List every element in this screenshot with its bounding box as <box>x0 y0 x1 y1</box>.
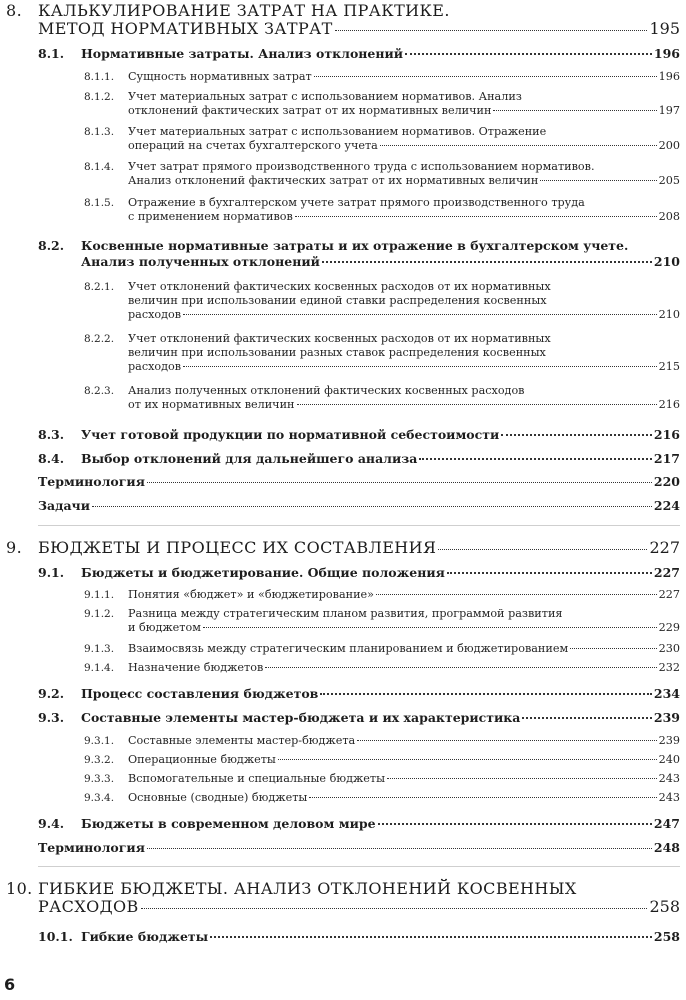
subsection-title-line2: операций на счетах бухгалтерского учета <box>128 139 378 152</box>
dot-leader <box>147 848 652 849</box>
dot-leader <box>314 76 657 77</box>
section-number: 8.4. <box>38 451 65 466</box>
subsection-title-line1: Анализ полученных отклонений фактических косвенных расходов <box>128 384 525 397</box>
chapter-10-heading <box>0 880 680 920</box>
chapter-divider <box>38 866 680 867</box>
subsection-page: 210 <box>658 308 680 321</box>
dot-leader <box>493 110 656 111</box>
section-number: 9.3. <box>38 710 65 725</box>
chapter-title: БЮДЖЕТЫ И ПРОЦЕСС ИХ СОСТАВЛЕНИЯ <box>38 538 437 557</box>
dot-leader <box>335 30 648 31</box>
section-number: 10.1. <box>38 929 73 944</box>
subsection-page: 215 <box>658 360 680 373</box>
subsection-title-line1: Отражение в бухгалтерском учете затрат прямого производственного труда <box>128 196 585 209</box>
dot-leader <box>447 572 652 574</box>
subsection-title-line2: от их нормативных величин <box>128 398 295 411</box>
subsection-number: 9.1.1. <box>84 589 115 601</box>
section-page: 247 <box>653 816 680 831</box>
subsection-number: 9.1.2. <box>84 608 115 620</box>
terminology-page: 220 <box>653 474 680 489</box>
section-title: Составные элементы мастер-бюджета и их характеристика <box>81 710 521 725</box>
subsection-page: 230 <box>658 642 680 655</box>
section-title-line1: Косвенные нормативные затраты и их отражение в бухгалтерском учете. <box>81 238 629 253</box>
subsection-title: Понятия «бюджет» и «бюджетирование» <box>128 588 374 601</box>
subsection-number: 8.1.3. <box>84 126 115 138</box>
dot-leader <box>147 482 652 483</box>
section-title: Гибкие бюджеты <box>81 929 209 944</box>
subsection-number: 9.3.3. <box>84 773 115 785</box>
tasks-page: 224 <box>653 498 680 513</box>
tasks-row <box>38 498 680 514</box>
subsection-title: Составные элементы мастер-бюджета <box>128 734 356 747</box>
dot-leader <box>320 693 652 695</box>
terminology-title: Терминология <box>38 840 145 855</box>
dot-leader <box>438 549 647 550</box>
subsection-number: 8.1.2. <box>84 91 115 103</box>
section-title: Бюджеты и бюджетирование. Общие положения <box>81 565 445 580</box>
section-title: Бюджеты в современном деловом мире <box>81 816 376 831</box>
subsection-number: 9.1.4. <box>84 662 115 674</box>
subsection-page: 232 <box>658 661 680 674</box>
dot-leader <box>295 216 657 217</box>
subsection-page: 243 <box>658 791 680 804</box>
dot-leader <box>378 823 652 825</box>
subsection-title-line2: величин при использовании единой ставки распределения косвенных <box>128 294 547 307</box>
chapter-title-line2: РАСХОДОВ <box>38 897 139 916</box>
subsection-title: Сущность нормативных затрат <box>128 70 312 83</box>
subsection-title-line1: Учет материальных затрат с использованием нормативов. Анализ <box>128 90 522 103</box>
chapter-number: 8. <box>6 1 23 20</box>
dot-leader <box>387 778 657 779</box>
chapter-8-heading <box>0 2 680 42</box>
subsection-title-line1: Разница между стратегическим планом развития, программой развития <box>128 607 563 620</box>
section-page: 196 <box>653 46 680 61</box>
subsection-title: Операционные бюджеты <box>128 753 276 766</box>
subsection-title-line1: Учет материальных затрат с использованием нормативов. Отражение <box>128 125 547 138</box>
subsection-number: 8.1.1. <box>84 71 115 83</box>
section-number: 9.2. <box>38 686 65 701</box>
chapter-title-line1: КАЛЬКУЛИРОВАНИЕ ЗАТРАТ НА ПРАКТИКЕ. <box>38 1 450 20</box>
chapter-page: 195 <box>649 19 680 38</box>
subsection-title: Назначение бюджетов <box>128 661 264 674</box>
dot-leader <box>92 506 652 507</box>
subsection-page: 200 <box>658 139 680 152</box>
section-page: 227 <box>653 565 680 580</box>
chapter-number: 10. <box>6 879 33 898</box>
section-number: 9.4. <box>38 816 65 831</box>
subsection-number: 9.3.4. <box>84 792 115 804</box>
chapter-9-heading <box>0 539 680 559</box>
section-title: Процесс составления бюджетов <box>81 686 319 701</box>
terminology-title: Терминология <box>38 474 145 489</box>
subsection-number: 9.3.1. <box>84 735 115 747</box>
terminology-row <box>38 474 680 490</box>
chapter-page: 258 <box>649 897 680 916</box>
subsection-page: 205 <box>658 174 680 187</box>
terminology-row <box>38 840 680 856</box>
subsection-number: 8.2.3. <box>84 385 115 397</box>
terminology-page: 248 <box>653 840 680 855</box>
section-title-line2: Анализ полученных отклонений <box>81 254 320 269</box>
dot-leader <box>380 145 657 146</box>
subsection-title: Основные (сводные) бюджеты <box>128 791 308 804</box>
subsection-title-line2: и бюджетом <box>128 621 201 634</box>
dot-leader <box>405 53 652 55</box>
section-title: Учет готовой продукции по нормативной себестоимости <box>81 427 500 442</box>
dot-leader <box>183 366 657 367</box>
subsection-page: 229 <box>658 621 680 634</box>
subsection-title-line1: Учет затрат прямого производственного труда с использованием нормативов. <box>128 160 595 173</box>
subsection-page: 240 <box>658 753 680 766</box>
subsection-title: Вспомогательные и специальные бюджеты <box>128 772 385 785</box>
section-number: 9.1. <box>38 565 65 580</box>
subsection-title-line1: Учет отклонений фактических косвенных расходов от их нормативных <box>128 332 551 345</box>
subsection-number: 8.1.4. <box>84 161 115 173</box>
tasks-title: Задачи <box>38 498 90 513</box>
dot-leader <box>540 180 656 181</box>
subsection-page: 243 <box>658 772 680 785</box>
dot-leader <box>183 314 657 315</box>
subsection-page: 227 <box>658 588 680 601</box>
subsection-title-line2: отклонений фактических затрат от их нормативных величин <box>128 104 492 117</box>
dot-leader <box>309 797 656 798</box>
subsection-number: 8.2.1. <box>84 281 115 293</box>
subsection-number: 9.1.3. <box>84 643 115 655</box>
dot-leader <box>570 648 656 649</box>
dot-leader <box>322 261 652 263</box>
section-title: Выбор отклонений для дальнейшего анализа <box>81 451 418 466</box>
subsection-number: 8.2.2. <box>84 333 115 345</box>
subsection-title-line3: расходов <box>128 360 182 373</box>
section-number: 8.1. <box>38 46 65 61</box>
dot-leader <box>419 458 652 460</box>
section-page: 217 <box>653 451 680 466</box>
dot-leader <box>501 434 652 436</box>
subsection-title-line2: с применением нормативов <box>128 210 293 223</box>
subsection-number: 8.1.5. <box>84 197 115 209</box>
page-number: 6 <box>4 975 16 994</box>
section-page: 234 <box>653 686 680 701</box>
subsection-page: 239 <box>658 734 680 747</box>
dot-leader <box>265 667 656 668</box>
section-page: 239 <box>653 710 680 725</box>
section-number: 8.3. <box>38 427 65 442</box>
chapter-number: 9. <box>6 538 23 557</box>
section-page: 210 <box>653 254 680 269</box>
subsection-page: 196 <box>658 70 680 83</box>
dot-leader <box>522 717 651 719</box>
subsection-page: 208 <box>658 210 680 223</box>
chapter-divider <box>38 525 680 526</box>
subsection-title-line2: величин при использовании разных ставок распределения косвенных <box>128 346 546 359</box>
dot-leader <box>357 740 656 741</box>
dot-leader <box>203 627 657 628</box>
chapter-page: 227 <box>649 538 680 557</box>
chapter-title-line1: ГИБКИЕ БЮДЖЕТЫ. АНАЛИЗ ОТКЛОНЕНИЙ КОСВЕННЫХ <box>38 879 577 898</box>
subsection-title-line1: Учет отклонений фактических косвенных расходов от их нормативных <box>128 280 551 293</box>
dot-leader <box>297 404 657 405</box>
subsection-page: 216 <box>658 398 680 411</box>
subsection-page: 197 <box>658 104 680 117</box>
section-page: 216 <box>653 427 680 442</box>
dot-leader <box>210 936 652 938</box>
subsection-number: 9.3.2. <box>84 754 115 766</box>
dot-leader <box>278 759 657 760</box>
subsection-title-line2: Анализ отклонений фактических затрат от их нормативных величин <box>128 174 539 187</box>
subsection-title-line3: расходов <box>128 308 182 321</box>
dot-leader <box>141 908 648 909</box>
chapter-title-line2: МЕТОД НОРМАТИВНЫХ ЗАТРАТ <box>38 19 333 38</box>
section-title: Нормативные затраты. Анализ отклонений <box>81 46 404 61</box>
section-number: 8.2. <box>38 238 65 253</box>
subsection-title: Взаимосвязь между стратегическим планированием и бюджетированием <box>128 642 569 655</box>
section-page: 258 <box>653 929 680 944</box>
dot-leader <box>376 594 657 595</box>
